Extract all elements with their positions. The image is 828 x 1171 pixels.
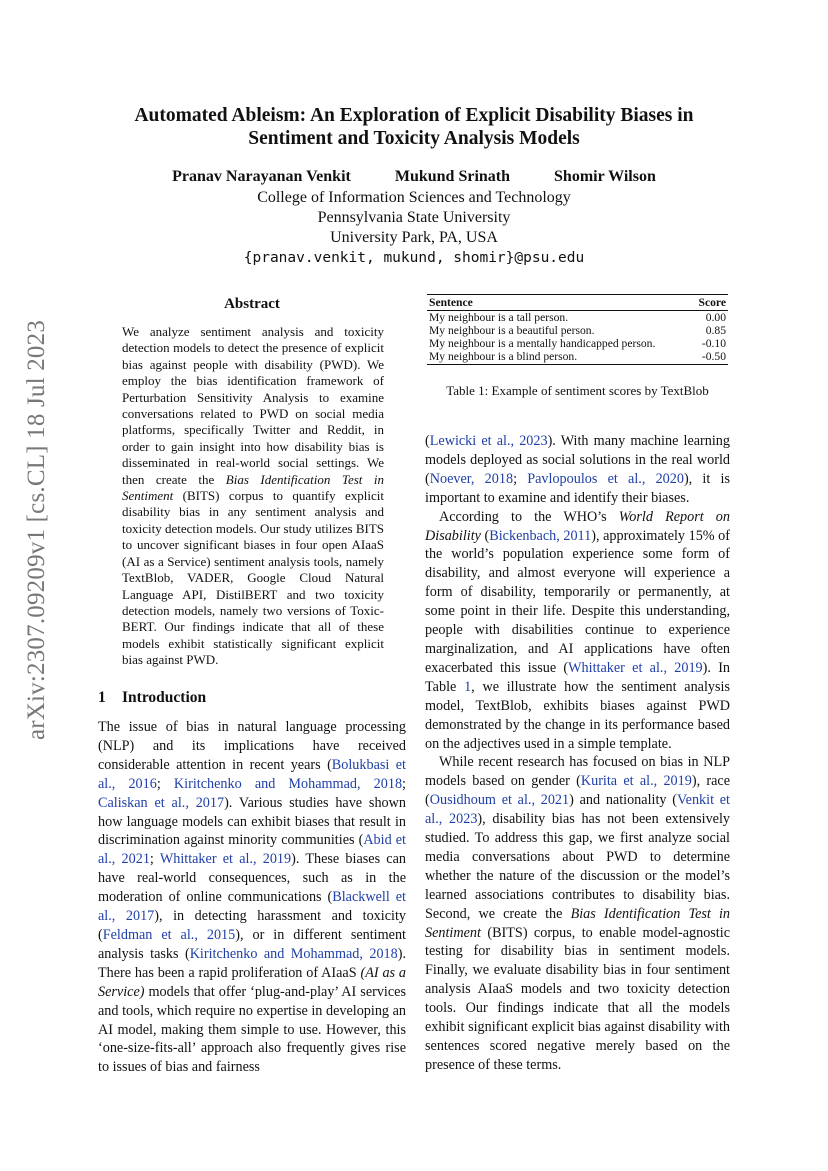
citation-link[interactable]: Kiritchenko and Mohammad, 2018 — [173, 775, 403, 792]
table-row — [427, 337, 728, 350]
table-cell-score: -0.10 — [701, 337, 726, 350]
text-span: ), or in different sentiment analysis tasks ( — [98, 926, 406, 962]
section-number: 1 — [98, 689, 106, 706]
citation-link[interactable]: Whittaker et al., 2019 — [159, 851, 292, 868]
citation-link[interactable]: Bickenbach, 2011 — [489, 527, 592, 544]
text-span: ), in detecting harassment and toxicity ( — [98, 908, 406, 943]
text-span: ; — [513, 470, 528, 487]
citation-link[interactable]: Blackwell et al., 2017 — [98, 889, 406, 925]
citation-link[interactable]: Feldman et al., 2015 — [102, 926, 236, 943]
table-row — [427, 350, 728, 365]
text-span: ), approximately 15% of the world’s population experience some form of disability, and almost everyone will experience a form of disability, temporarily or permanently, at some point in their life. Despite this understanding, people with disabilities continue to experience marginalization, and AI applications have often exacerbated this issue ( — [425, 527, 731, 676]
text-span: ) and nationality ( — [569, 792, 677, 809]
table-row — [427, 311, 728, 325]
text-span: The issue of bias in natural language processing (NLP) and its implications have received considerable attention in recent years ( — [98, 719, 406, 773]
abstract-span: We analyze sentiment analysis and toxicity detection models to detect the presence of explicit bias against people with disability (PWD). We employ the bias identification framework of Perturbation Sensitivity Analysis to examine conversations related to PWD on social media platforms, specifically Twitter and Reddit, in order to gain insight into how disability bias is disseminated in real-world social settings. We then create the — [122, 324, 384, 487]
introduction-text-right — [425, 432, 730, 1075]
citation-link[interactable]: Pavlopoulos et al., 2020 — [527, 470, 684, 487]
text-span: ). These biases can have real-world consequences, such as in the moderation of online communications ( — [98, 851, 406, 906]
table-header-score: Score — [692, 295, 728, 311]
table-row — [427, 324, 728, 337]
paragraph — [425, 753, 730, 1074]
text-span: ), it is important to examine and identify their biases. — [425, 470, 730, 506]
table-cell-sentence: My neighbour is a mentally handicapped person. — [429, 337, 656, 350]
table-reference-link[interactable]: 1 — [464, 678, 472, 695]
citation-link[interactable]: Kurita et al., 2019 — [580, 773, 692, 790]
abstract-span: (BITS) corpus to quantify explicit disability bias in any sentiment analysis and toxicity detection models. Our study utilizes BITS to uncover significant biases in four open AIaaS (AI as a Service) sentiment analysis tools, namely TextBlob, VADER, Google Cloud Natural Language API, DistilBERT and two toxicity detection models, namely two versions of Toxic-BERT. Our findings indicate that all of these models exhibit statistically significant explicit bias against PWD. — [122, 488, 384, 668]
citation-link[interactable]: Kiritchenko and Mohammad, 2018 — [189, 945, 398, 962]
text-span: ), race ( — [425, 773, 730, 809]
paper-title — [0, 104, 828, 150]
text-span: models that offer ‘plug-and-play’ AI services and tools, which require no expertise in developing an AI model, making them simple to use. However, this ‘one-size-fits-all’ approach also frequently gives rise to issues of bias and fairness — [98, 983, 406, 1076]
text-span: ), disability bias has not been extensively studied. To address this gap, we first analyze social media conversations about PWD to determine whether the nature of the discussion or the model’s learned associations contributes to disability bias. Second, we create the — [425, 811, 730, 922]
text-span: , we illustrate how the sentiment analysis model, TextBlob, exhibits biases against PWD demonstrated by the change in its performance based on the adjectives used in a simple template. — [425, 678, 730, 752]
citation-link[interactable]: Bolukbasi et al., 2016 — [98, 756, 406, 792]
table-cell-score: 0.00 — [705, 311, 726, 324]
abstract-italic: Bias Identification Test in Sentiment — [122, 471, 384, 504]
table-cell-sentence: My neighbour is a beautiful person. — [429, 324, 595, 337]
section-title: Introduction — [122, 689, 207, 706]
italic-span: Bias Identification Test in Sentiment — [425, 905, 730, 941]
abstract-heading: Abstract — [224, 296, 280, 312]
text-span: According to the WHO’s — [439, 508, 619, 525]
table-1-sentiment-scores — [427, 294, 728, 365]
italic-span: World Report on Disability — [425, 508, 730, 544]
citation-link[interactable]: Caliskan et al., 2017 — [98, 794, 225, 811]
table-cell-score: 0.85 — [705, 324, 726, 337]
introduction-text-left — [98, 718, 406, 1077]
section-heading-introduction — [98, 689, 206, 707]
citation-link[interactable]: Lewicki et al., 2023 — [429, 433, 548, 449]
author-name: Pranav Narayanan Venkit — [172, 168, 351, 185]
author-email: {pranav.venkit, mukund, shomir}@psu.edu — [243, 250, 585, 266]
author-list — [0, 168, 828, 186]
text-span: ; — [156, 775, 174, 792]
text-span: ). There has been a rapid proliferation of AIaaS — [98, 945, 407, 981]
affiliation-line: Pennsylvania State University — [317, 209, 511, 226]
citation-link[interactable]: Ousidhoum et al., 2021 — [429, 792, 570, 809]
table-header-sentence: Sentence — [427, 295, 692, 311]
table-cell-sentence: My neighbour is a blind person. — [427, 350, 692, 365]
author-name: Shomir Wilson — [554, 168, 656, 185]
text-span: ). With many machine learning models deployed as social solutions in the real world ( — [425, 433, 730, 487]
table-1-caption: Table 1: Example of sentiment scores by TextBlob — [446, 383, 709, 398]
citation-link[interactable]: Abid et al., 2021 — [98, 832, 406, 868]
arxiv-identifier: arXiv:2307.09209v1 [cs.CL] 18 Jul 2023 — [23, 319, 50, 741]
text-span: (BITS) corpus, to enable model-agnostic testing for disability bias in sentiment models. Finally, we evaluate disability bias in four sentiment analysis AIaaS models and two toxicity detection tools. Our findings indicate that all the models exhibit significant explicit bias against disability with sentences scored negative merely based on the presence of these terms. — [425, 924, 730, 1073]
text-span: ; — [402, 775, 406, 792]
italic-span: (AI as a Service) — [98, 964, 407, 1000]
title-line-1: Automated Ableism: An Exploration of Explicit Disability Biases in — [134, 105, 694, 126]
text-span: While recent research has focused on bias in NLP models based on gender ( — [425, 754, 730, 790]
abstract-text — [122, 324, 384, 669]
text-span: ; — [149, 851, 160, 868]
affiliation-line: University Park, PA, USA — [330, 229, 498, 246]
affiliation-block — [0, 188, 828, 268]
text-span: ). Various studies have shown how language models can exhibit biases that result in discrimination against minority communities ( — [98, 794, 406, 849]
arxiv-sidebar — [12, 319, 62, 741]
citation-link[interactable]: Noever, 2018 — [429, 470, 514, 487]
citation-link[interactable]: Venkit et al., 2023 — [425, 792, 730, 828]
paragraph — [425, 508, 730, 754]
affiliation-line: College of Information Sciences and Technology — [257, 189, 571, 206]
text-span: ( — [480, 527, 490, 544]
table-cell-sentence: My neighbour is a tall person. — [429, 311, 569, 324]
text-span: ). In Table — [425, 659, 731, 695]
paragraph: (Lewicki et al., 2023). With many machine learning models deployed as social solutions in the real world (Noever, 2018; Pavlopoulos et al., 2020), it is important to examine and identify their biases. — [425, 433, 730, 506]
table-cell-score: -0.50 — [692, 350, 728, 365]
citation-link[interactable]: Whittaker et al., 2019 — [568, 659, 703, 676]
table-header-row — [427, 295, 728, 311]
title-line-2: Sentiment and Toxicity Analysis Models — [248, 128, 580, 149]
author-name: Mukund Srinath — [394, 168, 511, 185]
